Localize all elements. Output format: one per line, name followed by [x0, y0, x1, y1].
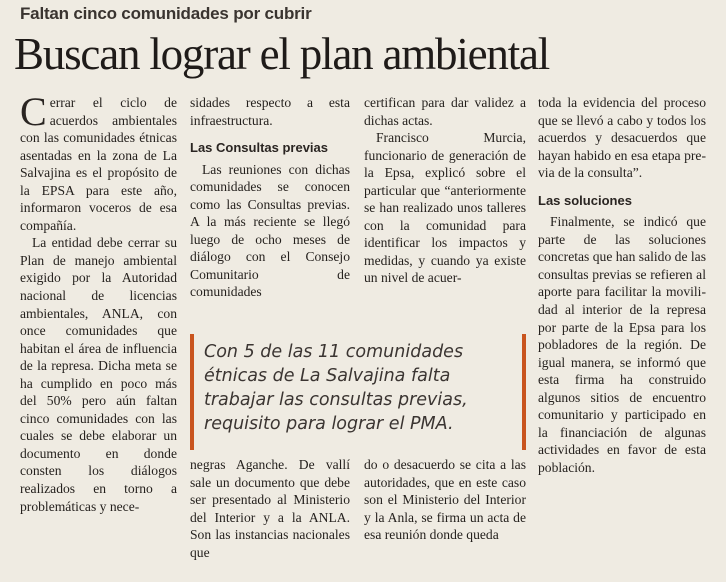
column-2 — [190, 94, 350, 301]
paragraph: sidades respecto a esta infraestructura. — [190, 95, 350, 128]
paragraph: Las reuniones con dichas comunidades se conocen como las Consultas previas. A la más reciente se llegó luego de ocho meses de diálogo con el Consejo Comunitario de comunidades — [190, 161, 350, 300]
pull-quote-text: Con 5 de las 11 comunidades étnicas de La Salvajina falta trabajar las consultas previas, requisito para lograr el PMA. — [204, 342, 468, 434]
paragraph: Francisco Murcia, funcionario de generación de la Epsa, explicó sobre el particular que “anteriormente se han realizado unos talleres con la comunidad para identificar los impactos y medidas, y cuando ya existe un nivel de acuer- — [364, 130, 526, 286]
subheading-soluciones: Las soluciones — [538, 192, 632, 208]
article-kicker: Faltan cinco comunidades por cubrir — [20, 4, 312, 23]
paragraph: do o desacuerdo se cita a las autoridades, que en este caso son el Ministerio del Interior y la Anla, se firma un acta de esa reunión donde queda — [364, 457, 526, 543]
paragraph: toda la evidencia del proceso que se llevó a cabo y todos los acuerdos y desacuerdos que hayan habido en esa etapa previa de la consulta”. — [538, 95, 706, 181]
paragraph: La entidad debe cerrar su Plan de manejo ambiental exigido por la Autoridad nacional de licencias ambientales, ANLA, con once comunidades que habitan el área de influencia de la represa. Dicha meta se ha cumplido en poco más del 50% pero aún faltan cinco comunidades con las cuales se debe elaborar un documento en donde consten los diálogos realizados en torno a problemáticas y nece- — [20, 235, 177, 514]
paragraph — [20, 89, 177, 234]
paragraph: certifican para dar validez a dichas actas. — [364, 95, 526, 128]
pull-quote — [190, 334, 526, 450]
drop-cap: C — [20, 89, 47, 134]
column-3-continued — [364, 456, 526, 544]
column-2-continued — [190, 456, 350, 561]
column-3 — [364, 94, 526, 287]
column-4 — [538, 94, 706, 576]
column-1 — [20, 89, 177, 576]
paragraph-text: errar el ciclo de acuerdos ambientales con las comunidades étnicas asentadas en la zona de La Salvajina es el propósito de la EPSA para este año, informaron voceros de esa compañía. — [20, 95, 177, 233]
article-headline: Buscan lograr el plan ambiental — [14, 29, 550, 79]
subheading-consultas: Las Consultas previas — [190, 140, 328, 156]
paragraph: Finalmente, se indicó que parte de las soluciones concretas que han salido de las consultas previas se refieren al aporte para facilitar la movilidad al interior de la represa por parte de la Epsa para los pobladores de la región. De igual manera, se informó que esta firma ha construido algunos sitios de encuentro comunitario y participado en la financiación de algunas actividades en favor de esta población. — [538, 214, 706, 475]
paragraph: negras Aganche. De vallí sale un documento que debe ser presentado al Ministerio del Interior y a la ANLA. Son las instancias nacionales que — [190, 457, 350, 560]
